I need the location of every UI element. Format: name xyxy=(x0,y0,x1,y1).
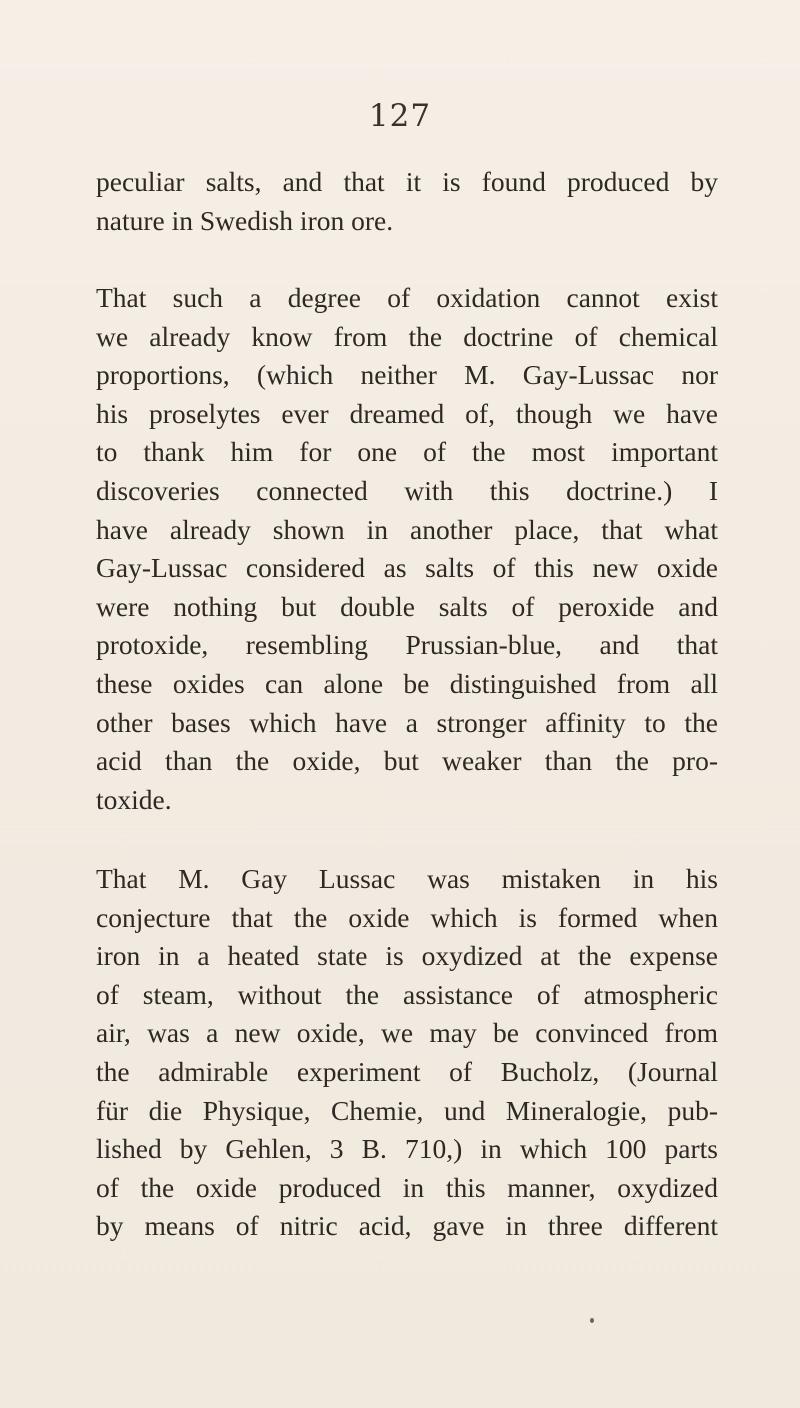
text-line: That M. Gay Lussac was mistaken in his xyxy=(96,863,718,894)
text-line: the admirable experiment of Bucholz, (Journal xyxy=(96,1055,718,1087)
text-line: Gay-Lussac considered as salts of this new oxide xyxy=(96,552,718,584)
text-line: toxide. xyxy=(96,783,172,815)
page-number: 127 xyxy=(368,98,432,134)
text-line: lished by Gehlen, 3 B. 710,) in which 100 parts xyxy=(96,1133,718,1165)
text-line: acid than the oxide, but weaker than the pro- xyxy=(96,745,718,777)
text-line: nature in Swedish iron ore. xyxy=(96,204,394,236)
paragraph-1 xyxy=(96,163,718,240)
text-line: were nothing but double salts of peroxide and xyxy=(96,590,718,622)
text-line: für die Physique, Chemie, und Mineralogie, pub- xyxy=(96,1094,718,1126)
ink-speck xyxy=(590,1318,594,1323)
text-line: to thank him for one of the most important xyxy=(96,436,718,468)
text-line: his proselytes ever dreamed of, though we have xyxy=(96,397,718,429)
text-line: protoxide, resembling Prussian-blue, and that xyxy=(96,629,718,661)
text-line: conjecture that the oxide which is formed when xyxy=(96,901,718,933)
text-line: That such a degree of oxidation cannot exist xyxy=(96,282,718,313)
text-line: by means of nitric acid, gave in three different xyxy=(96,1210,718,1242)
text-line: discoveries connected with this doctrine.) I xyxy=(96,474,718,506)
text-line: these oxides can alone be distinguished from all xyxy=(96,667,718,699)
text-line: other bases which have a stronger affinity to the xyxy=(96,706,718,738)
text-line: have already shown in another place, that what xyxy=(96,513,718,545)
text-line: we already know from the doctrine of chemical xyxy=(96,320,718,352)
text-line: iron in a heated state is oxydized at the expense xyxy=(96,940,718,972)
paragraph-3 xyxy=(96,860,718,1246)
text-line: air, was a new oxide, we may be convinced from xyxy=(96,1017,718,1049)
text-line: of the oxide produced in this manner, oxydized xyxy=(96,1171,718,1203)
text-line: peculiar salts, and that it is found produced by xyxy=(96,166,718,197)
text-line: of steam, without the assistance of atmospheric xyxy=(96,978,718,1010)
paragraph-2 xyxy=(96,279,718,819)
text-line: proportions, (which neither M. Gay-Lussac nor xyxy=(96,359,718,391)
